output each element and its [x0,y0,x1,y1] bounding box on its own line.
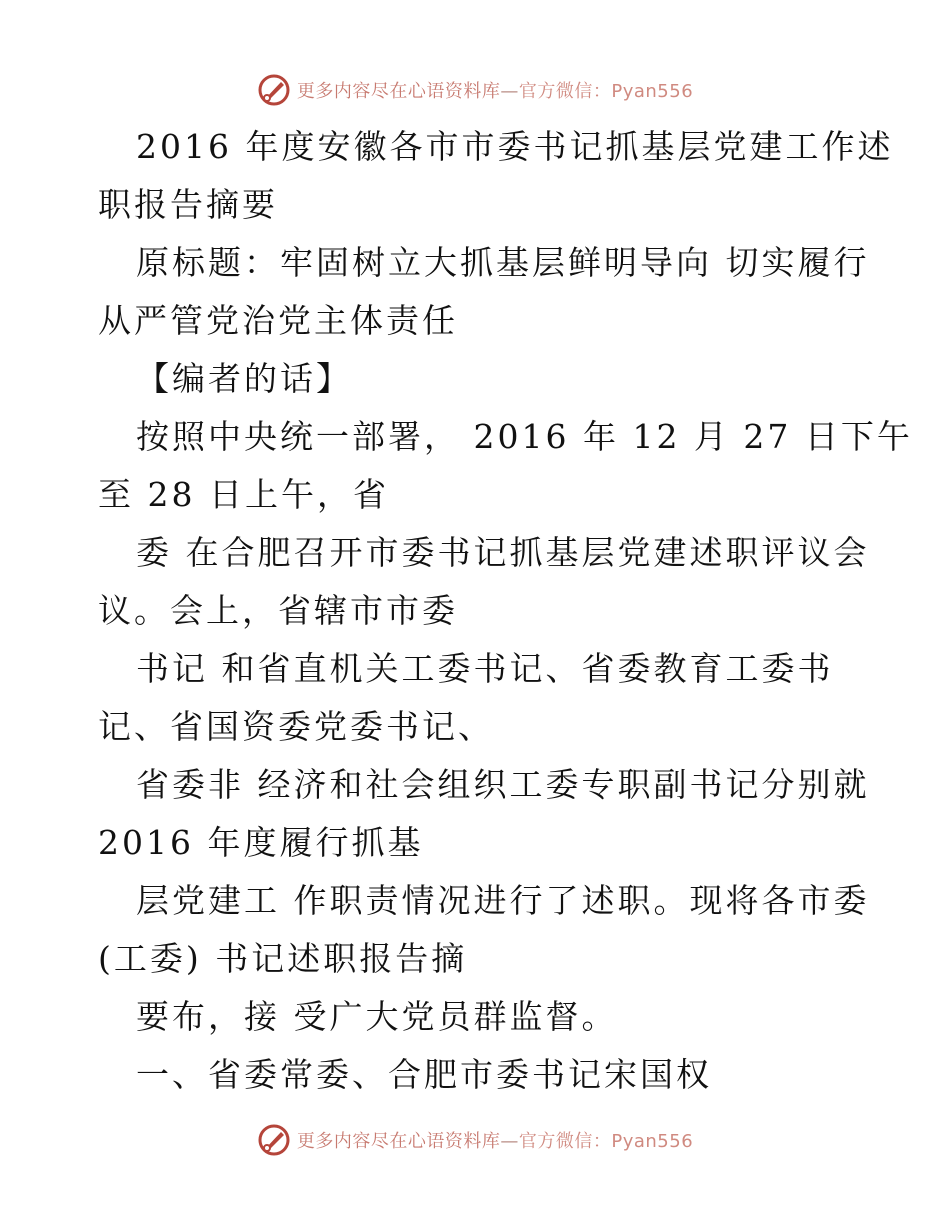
watermark-text [297,1127,693,1153]
watermark-banner-bottom [0,1120,950,1160]
watermark-separator: — [500,1131,519,1152]
paragraph-line: (工委) 书记述职报告摘 [98,939,468,978]
watermark-site-text: 更多内容尽在心语资料库 [296,81,501,102]
original-title-line-2: 从严管党治党主体责任 [98,301,458,340]
paragraph-line: 记、省国资委党委书记、 [98,707,494,746]
quill-logo-icon [257,73,291,107]
watermark-banner-top [0,70,950,110]
paragraph-line: 2016 年度履行抓基 [98,823,424,862]
paragraph-line: 按照中央统一部署， 2016 年 12 月 27 日下午 [136,417,913,456]
paragraph-line: 委 在合肥召开市委书记抓基层党建述职评议会 [136,533,870,572]
section-heading: 一、省委常委、合肥市委书记宋国权 [136,1055,712,1094]
paragraph-line: 至 28 日上午，省 [98,475,389,514]
paragraph-line: 层党建工 作职责情况进行了述职。现将各市委 [136,881,870,920]
watermark-text [297,77,693,103]
paragraph-line: 书记 和省直机关工委书记、省委教育工委书 [136,649,834,688]
title-line-1: 2016 年度安徽各市市委书记抓基层党建工作述 [136,127,894,166]
quill-logo-icon [257,1123,291,1157]
watermark-site-text: 更多内容尽在心语资料库 [296,1131,501,1152]
document-body [98,118,913,1104]
watermark-separator: — [500,81,519,102]
paragraph-line: 要布，接 受广大党员群监督。 [136,997,618,1036]
paragraph-line: 议。会上，省辖市市委 [98,591,458,630]
watermark-wechat-text: 官方微信：Pyan556 [518,81,694,102]
paragraph-line: 省委非 经济和社会组织工委专职副书记分别就 [136,765,870,804]
editor-note-heading: 【编者的话】 [136,359,352,398]
watermark-wechat-text: 官方微信：Pyan556 [518,1131,694,1152]
original-title-line-1: 原标题：牢固树立大抓基层鲜明导向 切实履行 [136,243,870,282]
title-line-2: 职报告摘要 [98,185,278,224]
